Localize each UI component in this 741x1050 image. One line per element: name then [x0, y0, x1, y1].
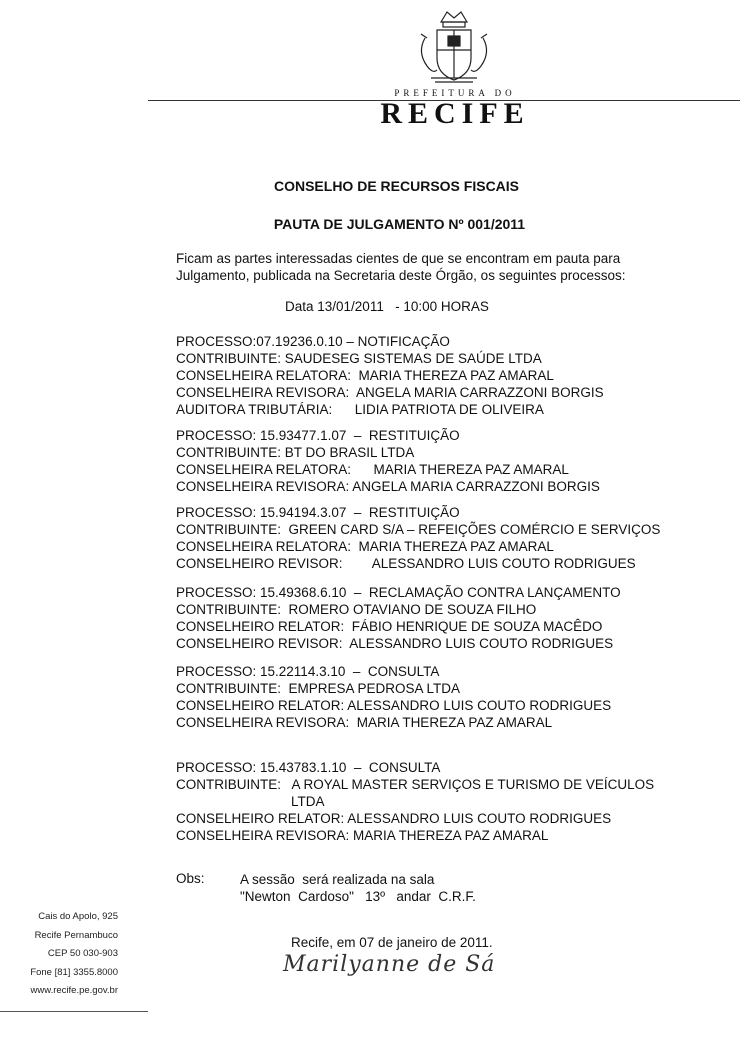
page-title: CONSELHO DE RECURSOS FISCAIS [273, 178, 520, 194]
process-block [176, 333, 716, 418]
contribuinte-continuation: LTDA [291, 794, 325, 809]
footer-city: Recife Pernambuco [34, 929, 118, 941]
contribuinte: CONTRIBUINTE: SAUDESEG SISTEMAS DE SAÚDE LTDA [176, 351, 542, 366]
obs-line: "Newton Cardoso" 13º andar C.R.F. [240, 889, 476, 904]
process-block [176, 504, 716, 572]
footer-address [6, 908, 118, 1001]
revisor: CONSELHEIRA REVISORA: ANGELA MARIA CARRAZZONI BORGIS [176, 479, 600, 494]
relator: CONSELHEIRA RELATORA: MARIA THEREZA PAZ AMARAL [176, 462, 569, 477]
obs-line: A sessão será realizada na sala [240, 872, 435, 887]
session-date: Data 13/01/2011 - 10:00 HORAS [285, 299, 489, 314]
relator: CONSELHEIRO RELATOR: ALESSANDRO LUIS COUTO RODRIGUES [176, 811, 612, 826]
process-number: PROCESSO: 15.94194.3.07 – RESTITUIÇÃO [176, 505, 460, 520]
contribuinte: CONTRIBUINTE: GREEN CARD S/A – REFEIÇÕES COMÉRCIO E SERVIÇOS [176, 522, 661, 537]
footer-website: www.recife.pe.gov.br [30, 985, 118, 996]
prefeitura-label: PREFEITURA DO [394, 88, 516, 98]
process-block [176, 427, 716, 495]
process-number: PROCESSO: 15.22114.3.10 – CONSULTA [176, 664, 440, 679]
place-date: Recife, em 07 de janeiro de 2011. [291, 935, 493, 950]
process-number: PROCESSO: 15.93477.1.07 – RESTITUIÇÃO [176, 428, 460, 443]
process-block [176, 759, 716, 844]
process-number: PROCESSO: 15.49368.6.10 – RECLAMAÇÃO CONTRA LANÇAMENTO [176, 585, 621, 600]
process-block [176, 584, 716, 652]
footer-street: Cais do Apolo, 925 [38, 911, 118, 922]
process-number: PROCESSO:07.19236.0.10 – NOTIFICAÇÃO [176, 334, 450, 349]
auditor: AUDITORA TRIBUTÁRIA: LIDIA PATRIOTA DE OLIVEIRA [176, 402, 544, 417]
relator: CONSELHEIRO RELATOR: ALESSANDRO LUIS COUTO RODRIGUES [176, 698, 612, 713]
footer-phone: Fone [81] 3355.8000 [30, 966, 118, 978]
revisor: CONSELHEIRA REVISORA: ANGELA MARIA CARRAZZONI BORGIS [176, 385, 604, 400]
contribuinte: CONTRIBUINTE: EMPRESA PEDROSA LTDA [176, 681, 461, 696]
revisor: CONSELHEIRA REVISORA: MARIA THEREZA PAZ AMARAL [176, 828, 549, 843]
contribuinte: CONTRIBUINTE: BT DO BRASIL LTDA [176, 445, 415, 460]
relator: CONSELHEIRA RELATORA: MARIA THEREZA PAZ AMARAL [176, 539, 554, 554]
footer-cep: CEP 50 030-903 [47, 948, 118, 959]
relator: CONSELHEIRA RELATORA: MARIA THEREZA PAZ AMARAL [176, 368, 554, 383]
obs-label: Obs: [176, 871, 205, 886]
obs-note [240, 871, 476, 905]
relator: CONSELHEIRO RELATOR: FÁBIO HENRIQUE DE SOUZA MACÊDO [176, 619, 603, 634]
process-number: PROCESSO: 15.43783.1.10 – CONSULTA [176, 760, 441, 775]
revisor: CONSELHEIRO REVISOR: ALESSANDRO LUIS COUTO RODRIGUES [176, 636, 614, 651]
revisor: CONSELHEIRO REVISOR: ALESSANDRO LUIS COUTO RODRIGUES [176, 556, 636, 571]
intro-paragraph: Ficam as partes interessadas cientes de que se encontram em pauta para Julgamento, publicada na Secretaria deste Órgão, os seguintes processos: [176, 251, 626, 283]
footer-rule [0, 1011, 148, 1012]
contribuinte: CONTRIBUINTE: ROMERO OTAVIANO DE SOUZA FILHO [176, 602, 537, 617]
page-subtitle: PAUTA DE JULGAMENTO Nº 001/2011 [273, 216, 526, 232]
process-block [176, 663, 716, 731]
city-logotype: RECIFE [380, 97, 530, 130]
contribuinte: CONTRIBUINTE: A ROYAL MASTER SERVIÇOS E TURISMO DE VEÍCULOS [176, 777, 655, 792]
revisor: CONSELHEIRA REVISORA: MARIA THEREZA PAZ AMARAL [176, 715, 553, 730]
coat-of-arms-icon [413, 8, 495, 86]
handwritten-signature: Marilyanne de Sá [283, 952, 496, 977]
